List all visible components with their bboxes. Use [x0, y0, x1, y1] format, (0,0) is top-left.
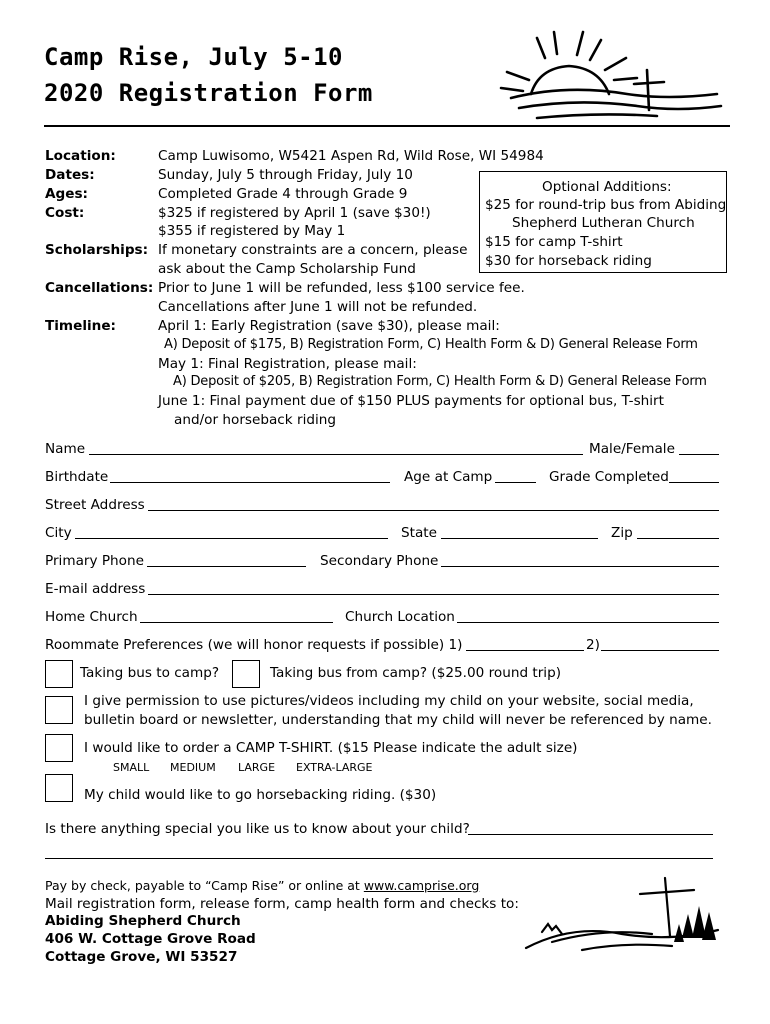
media-permission-line-1: I give permission to use pictures/videos including my child on your website, social media, [84, 693, 694, 709]
special-answer-field-2[interactable] [45, 858, 713, 859]
optional-bus-line-2: Shepherd Lutheran Church [512, 215, 695, 231]
roommate-1-field[interactable] [466, 650, 584, 651]
timeline-label: Timeline: [45, 318, 116, 334]
optional-bus-line-1: $25 for round-trip bus from Abiding [485, 197, 727, 213]
street-field[interactable] [148, 510, 719, 511]
primary-phone-label: Primary Phone [45, 553, 144, 569]
birthdate-label: Birthdate [45, 469, 109, 485]
cancellations-line-2: Cancellations after June 1 will not be refunded. [158, 299, 478, 315]
media-permission-line-2: bulletin board or newsletter, understanding that my child will never be referenced by name. [84, 712, 712, 728]
location-value: Camp Luwisomo, W5421 Aspen Rd, Wild Rose, WI 54984 [158, 148, 544, 164]
dates-label: Dates: [45, 167, 95, 183]
male-female-label: Male/Female [589, 441, 675, 457]
size-option[interactable]: EXTRA-LARGE [296, 761, 373, 774]
timeline-line: A) Deposit of $175, B) Registration Form, C) Health Form & D) General Release Form [164, 337, 698, 352]
optional-tshirt: $15 for camp T-shirt [485, 234, 623, 250]
roommate-2-field[interactable] [601, 650, 719, 651]
timeline-line: A) Deposit of $205, B) Registration Form, C) Health Form & D) General Release Form [173, 374, 707, 389]
camprise-link[interactable]: www.camprise.org [363, 878, 480, 893]
state-field[interactable] [441, 538, 598, 539]
scholarships-line-1: If monetary constraints are a concern, please [158, 242, 468, 258]
street-label: Street Address [45, 497, 145, 513]
location-label: Location: [45, 148, 116, 164]
timeline-line: May 1: Final Registration, please mail: [158, 356, 417, 372]
age-at-camp-field[interactable] [495, 482, 536, 483]
zip-field[interactable] [637, 538, 719, 539]
bus-from-camp-checkbox[interactable] [232, 660, 260, 688]
cancellations-line-1: Prior to June 1 will be refunded, less $100 service fee. [158, 280, 525, 296]
name-field[interactable] [89, 454, 583, 455]
landscape-cross-logo [522, 868, 722, 958]
email-field[interactable] [148, 594, 719, 595]
scholarships-line-2: ask about the Camp Scholarship Fund [158, 261, 416, 277]
grade-completed-label: Grade Completed [549, 469, 669, 485]
tshirt-checkbox[interactable] [45, 734, 73, 762]
age-at-camp-label: Age at Camp [404, 469, 493, 485]
scholarships-label: Scholarships: [45, 242, 149, 258]
male-female-field[interactable] [679, 454, 719, 455]
optional-title: Optional Additions: [542, 179, 672, 195]
bus-to-camp-checkbox[interactable] [45, 660, 73, 688]
timeline-line: June 1: Final payment due of $150 PLUS payments for optional bus, T-shirt [158, 393, 664, 409]
address-line-1: Abiding Shepherd Church [45, 913, 241, 929]
birthdate-field[interactable] [110, 482, 390, 483]
secondary-phone-field[interactable] [441, 566, 719, 567]
bus-to-camp-label: Taking bus to camp? [80, 665, 220, 681]
ages-label: Ages: [45, 186, 88, 202]
email-label: E-mail address [45, 581, 146, 597]
title-line-1: Camp Rise, July 5-10 [44, 43, 343, 71]
header-rule [44, 125, 730, 127]
sunrise-cross-logo [497, 28, 727, 120]
city-label: City [45, 525, 72, 541]
mail-instructions: Mail registration form, release form, camp health form and checks to: [45, 896, 519, 912]
special-question: Is there anything special you like us to know about your child? [45, 821, 470, 837]
timeline-line: and/or horseback riding [174, 412, 336, 428]
bus-from-camp-label: Taking bus from camp? ($25.00 round trip) [270, 665, 562, 681]
size-option[interactable]: MEDIUM [170, 761, 216, 774]
title-line-2: 2020 Registration Form [44, 79, 373, 107]
size-option[interactable]: LARGE [238, 761, 276, 774]
tshirt-label: I would like to order a CAMP T-SHIRT. ($15 Please indicate the adult size) [84, 740, 578, 756]
media-permission-checkbox[interactable] [45, 696, 73, 724]
special-answer-field[interactable] [468, 834, 713, 835]
timeline-line: April 1: Early Registration (save $30), please mail: [158, 318, 500, 334]
primary-phone-field[interactable] [147, 566, 306, 567]
optional-additions-box [479, 171, 727, 273]
home-church-field[interactable] [140, 622, 333, 623]
secondary-phone-label: Secondary Phone [320, 553, 439, 569]
horseback-checkbox[interactable] [45, 774, 73, 802]
cost-early: $325 if registered by April 1 (save $30!) [158, 205, 431, 221]
address-line-3: Cottage Grove, WI 53527 [45, 949, 238, 965]
ages-value: Completed Grade 4 through Grade 9 [158, 186, 408, 202]
state-label: State [401, 525, 437, 541]
grade-completed-field[interactable] [669, 482, 719, 483]
roommate-label: Roommate Preferences (we will honor requests if possible) 1) [45, 637, 463, 653]
name-label: Name [45, 441, 86, 457]
zip-label: Zip [611, 525, 633, 541]
church-location-field[interactable] [457, 622, 719, 623]
church-location-label: Church Location [345, 609, 455, 625]
address-line-2: 406 W. Cottage Grove Road [45, 931, 256, 947]
city-field[interactable] [75, 538, 388, 539]
cancellations-label: Cancellations: [45, 280, 154, 296]
home-church-label: Home Church [45, 609, 138, 625]
horseback-label: My child would like to go horsebacking riding. ($30) [84, 787, 437, 803]
size-option[interactable]: SMALL [113, 761, 150, 774]
roommate-2-label: 2) [586, 637, 600, 653]
cost-regular: $355 if registered by May 1 [158, 223, 346, 239]
dates-value: Sunday, July 5 through Friday, July 10 [158, 167, 413, 183]
pay-prefix: Pay by check, payable to “Camp Rise” or online at [45, 878, 360, 893]
pay-info [45, 878, 479, 894]
cost-label: Cost: [45, 205, 85, 221]
optional-horse: $30 for horseback riding [485, 253, 652, 269]
